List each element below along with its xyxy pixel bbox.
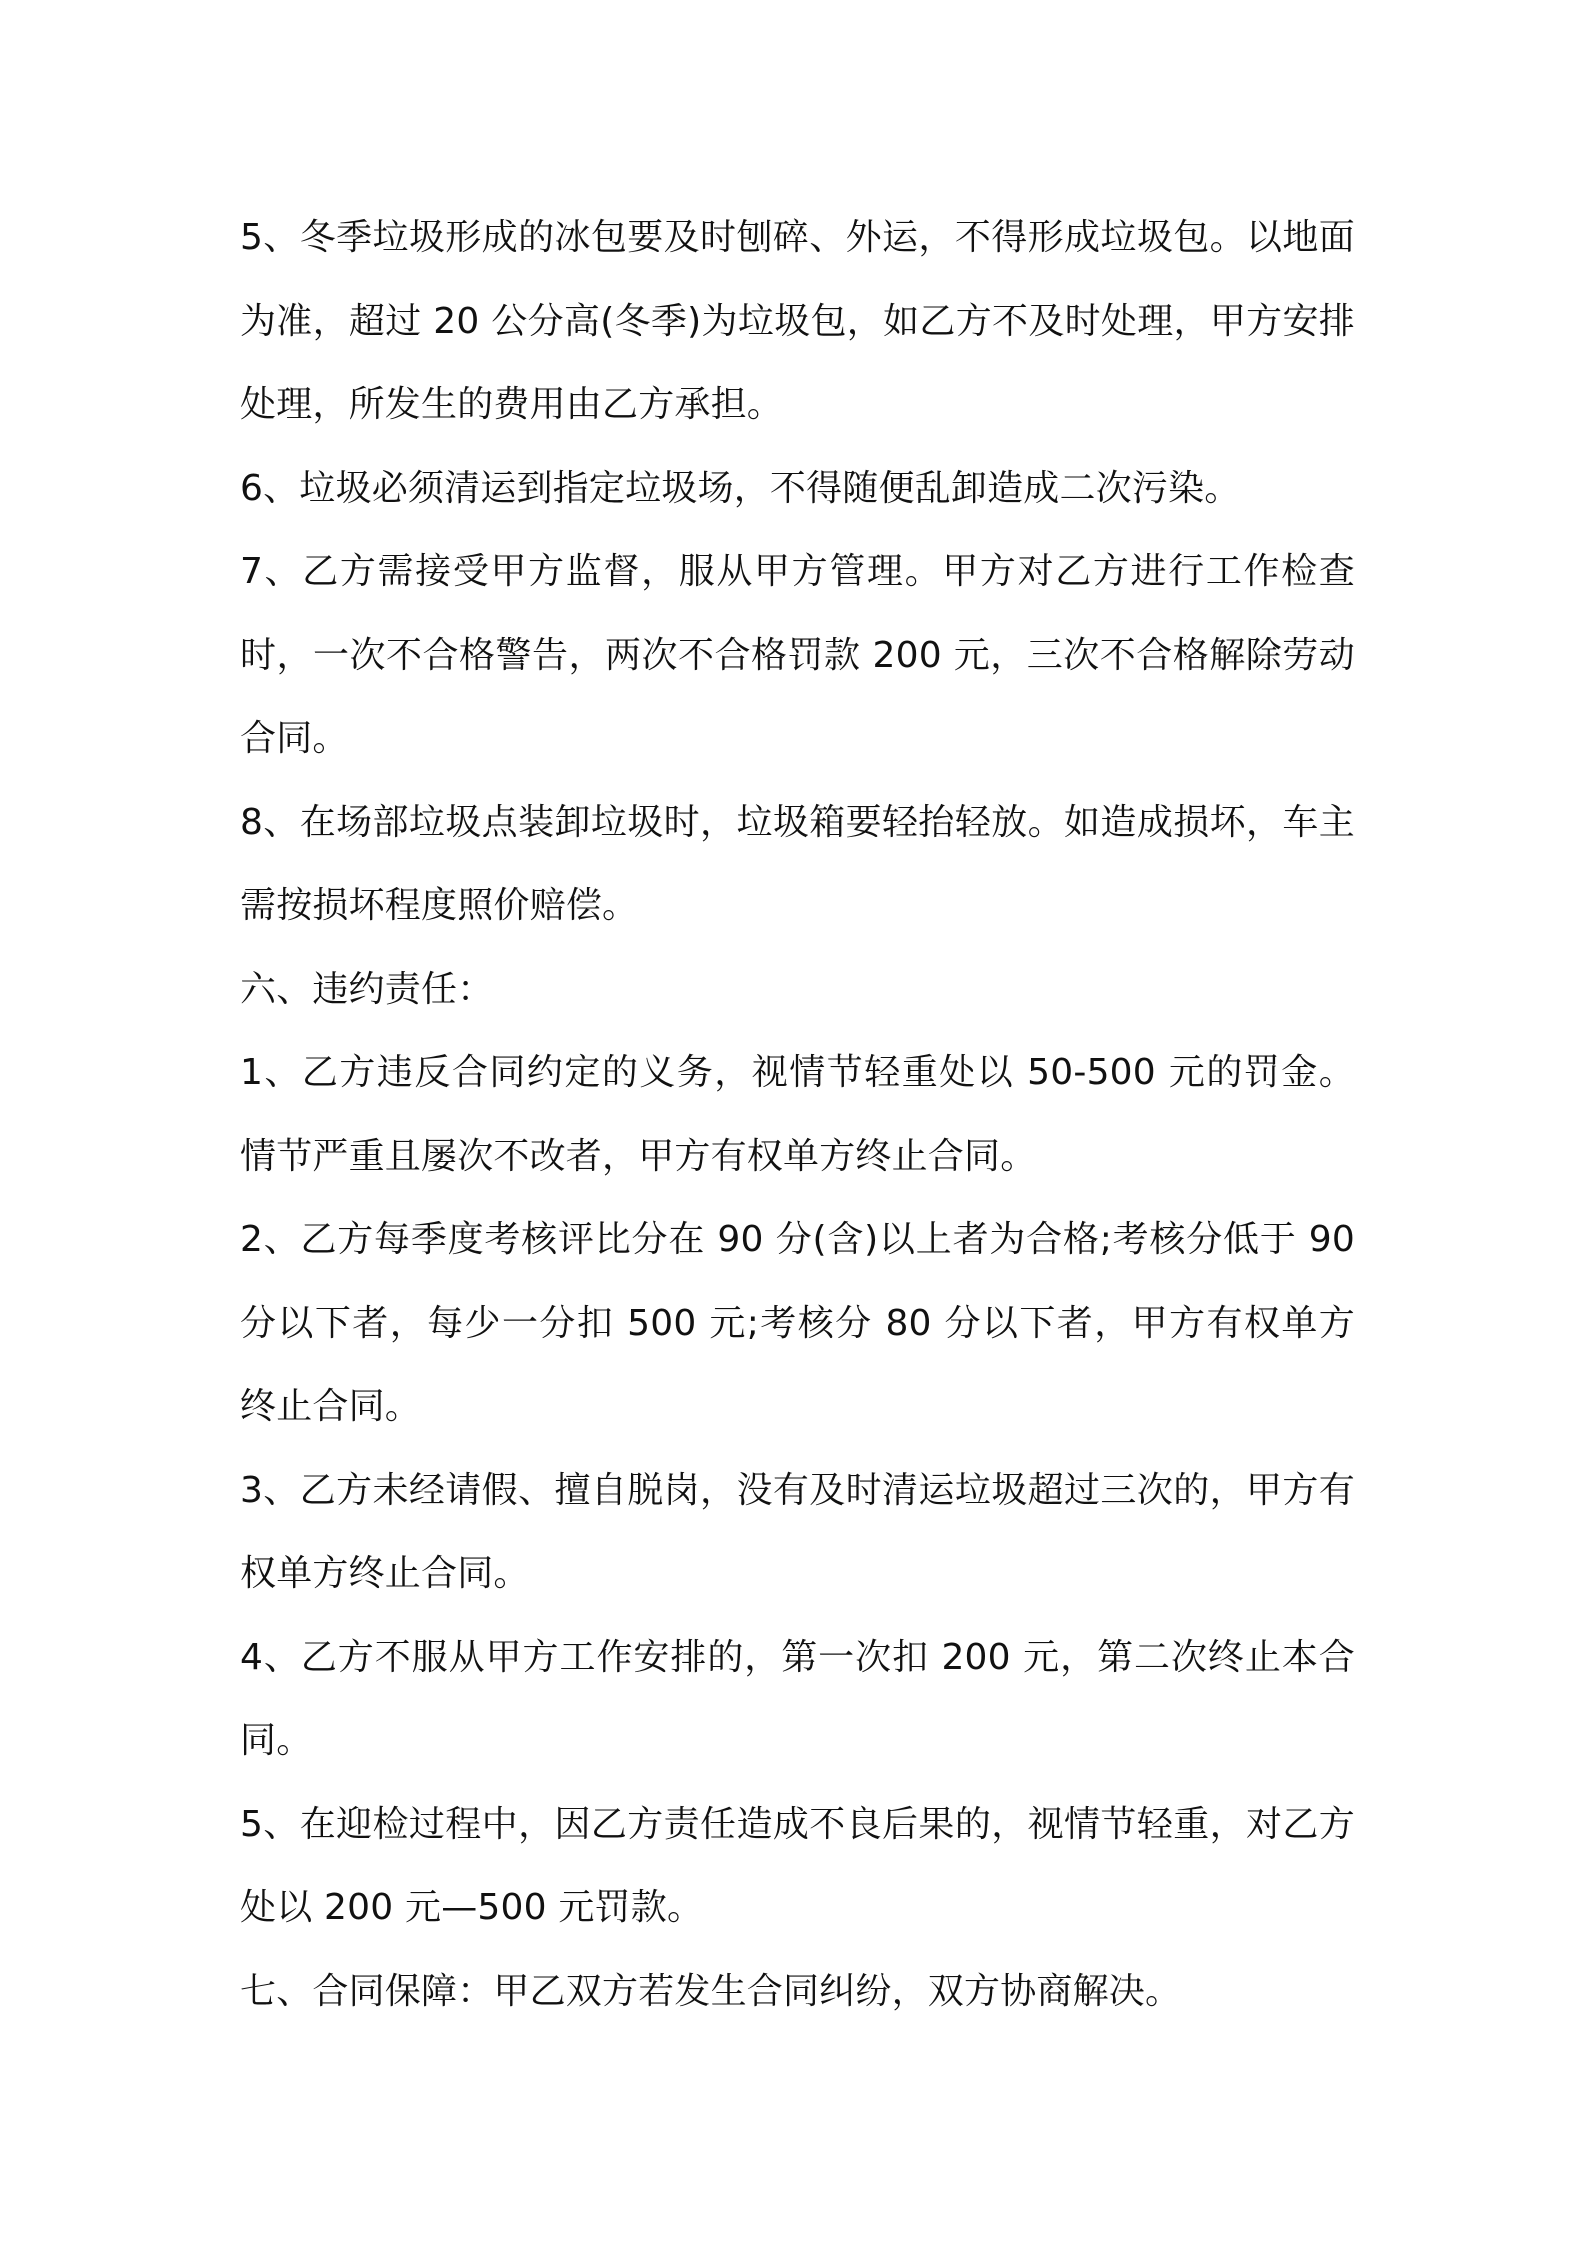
- section-heading-breach-liability: 六、违约责任：: [240, 968, 494, 1010]
- clause-7-supervision: 7、乙方需接受甲方监督，服从甲方管理。甲方对乙方进行工作检查时，一次不合格警告，两次不合格罚款 200 元，三次不合格解除劳动合同。: [240, 551, 1355, 759]
- section-heading-contract-guarantee: 七、合同保障：甲乙双方若发生合同纠纷，双方协商解决。: [240, 1970, 1182, 2012]
- liability-1-fines: 1、乙方违反合同约定的义务，视情节轻重处以 50-500 元的罚金。情节严重且屡次不改者，甲方有权单方终止合同。: [240, 1052, 1355, 1177]
- clause-6-disposal-site: 6、垃圾必须清运到指定垃圾场，不得随便乱卸造成二次污染。: [240, 467, 1241, 509]
- liability-5-inspection: 5、在迎检过程中，因乙方责任造成不良后果的，视情节轻重，对乙方处以 200 元—500 元罚款。: [240, 1803, 1355, 1928]
- document-body: [240, 196, 1355, 2033]
- liability-4-insubordination: 4、乙方不服从甲方工作安排的，第一次扣 200 元，第二次终止本合同。: [240, 1636, 1355, 1761]
- liability-3-absence: 3、乙方未经请假、擅自脱岗，没有及时清运垃圾超过三次的，甲方有权单方终止合同。: [240, 1469, 1355, 1594]
- liability-2-assessment: 2、乙方每季度考核评比分在 90 分(含)以上者为合格;考核分低于 90分以下者，每少一分扣 500 元;考核分 80 分以下者，甲方有权单方终止合同。: [240, 1219, 1355, 1427]
- clause-5-winter-ice: 5、冬季垃圾形成的冰包要及时刨碎、外运，不得形成垃圾包。以地面为准，超过 20 公分高(冬季)为垃圾包，如乙方不及时处理，甲方安排处理，所发生的费用由乙方承担。: [240, 217, 1355, 425]
- clause-8-loading: 8、在场部垃圾点装卸垃圾时，垃圾箱要轻抬轻放。如造成损坏，车主需按损坏程度照价赔偿。: [240, 801, 1355, 926]
